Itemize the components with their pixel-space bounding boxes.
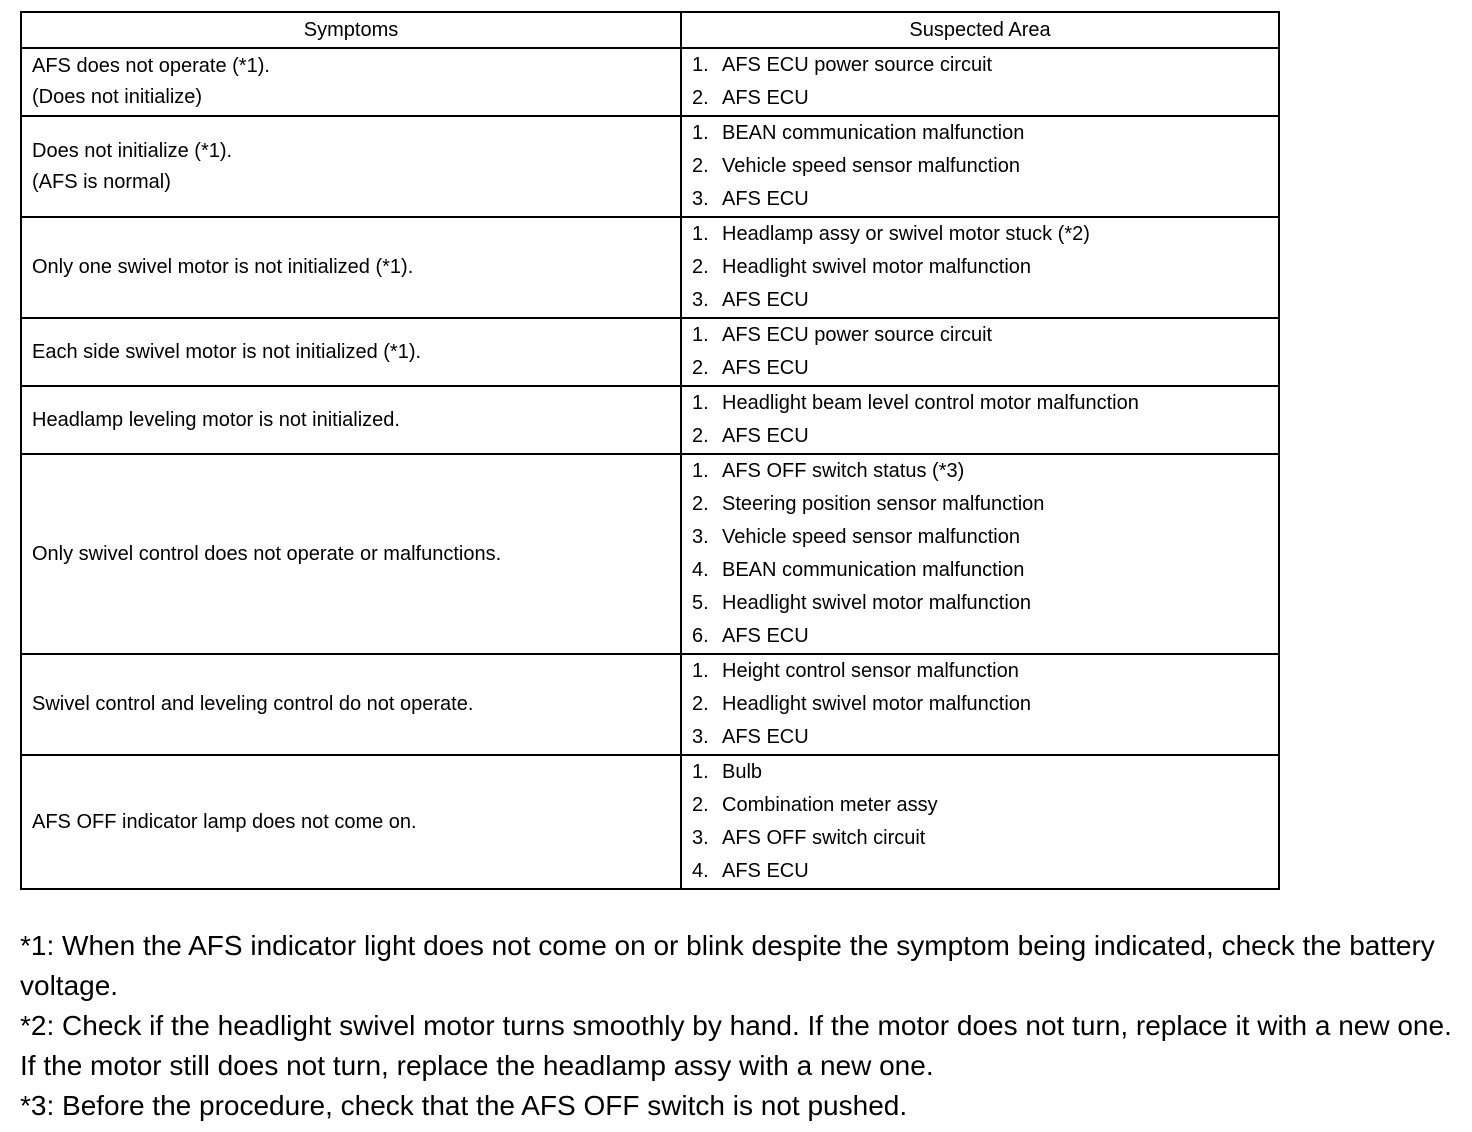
item-text: Bulb bbox=[722, 761, 763, 783]
symptom-text: AFS does not operate (*1). bbox=[32, 55, 270, 77]
table-row bbox=[21, 654, 1279, 755]
item-number: 2. bbox=[692, 256, 709, 278]
item-text: Headlight swivel motor malfunction bbox=[722, 256, 1032, 278]
item-text: Headlamp assy or swivel motor stuck (*2) bbox=[722, 223, 1090, 245]
item-text: AFS ECU bbox=[722, 188, 809, 210]
item-number: 2. bbox=[692, 693, 709, 715]
symptom-text: Only one swivel motor is not initialized (*1). bbox=[32, 256, 414, 278]
item-number: 2. bbox=[692, 425, 709, 447]
suspected-area-item bbox=[692, 218, 1268, 251]
suspected-area-item bbox=[692, 521, 1268, 554]
item-number: 1. bbox=[692, 460, 709, 482]
item-number: 1. bbox=[692, 122, 709, 144]
symptom-cell bbox=[21, 116, 681, 217]
footnote-2: *2: Check if the headlight swivel motor turns smoothly by hand. If the motor does not turn, replace it with a new one. If the motor still does not turn, replace the headlamp assy with a new one. bbox=[20, 1010, 1452, 1081]
suspected-area-item bbox=[692, 789, 1268, 822]
item-text: AFS ECU bbox=[722, 87, 809, 109]
suspected-area-item bbox=[692, 420, 1268, 453]
suspected-area-item bbox=[692, 284, 1268, 317]
item-text: AFS ECU bbox=[722, 726, 809, 748]
suspected-area-item bbox=[692, 756, 1268, 789]
table-body bbox=[21, 48, 1279, 889]
suspected-area-item bbox=[692, 183, 1268, 216]
item-text: BEAN communication malfunction bbox=[722, 122, 1025, 144]
item-text: AFS ECU bbox=[722, 625, 809, 647]
suspected-area-item bbox=[692, 150, 1268, 183]
item-text: AFS OFF switch circuit bbox=[722, 827, 926, 849]
suspected-area-cell bbox=[681, 755, 1279, 889]
suspected-area-list bbox=[692, 49, 1268, 115]
suspected-area-item bbox=[692, 117, 1268, 150]
footnotes bbox=[20, 926, 1460, 1126]
item-number: 2. bbox=[692, 794, 709, 816]
suspected-area-item bbox=[692, 620, 1268, 653]
symptom-text: Headlamp leveling motor is not initialized. bbox=[32, 408, 400, 431]
item-text: Combination meter assy bbox=[722, 794, 938, 816]
item-text: Headlight beam level control motor malfunction bbox=[722, 392, 1139, 414]
symptom-cell bbox=[21, 386, 681, 454]
table-row bbox=[21, 116, 1279, 217]
symptom-text: Does not initialize (*1). bbox=[32, 139, 233, 162]
item-number: 1. bbox=[692, 324, 709, 346]
symptom-text: (AFS is normal) bbox=[32, 170, 171, 193]
suspected-area-cell bbox=[681, 48, 1279, 116]
suspected-area-cell bbox=[681, 654, 1279, 755]
item-text: AFS ECU power source circuit bbox=[722, 324, 993, 346]
table-row bbox=[21, 755, 1279, 889]
item-number: 3. bbox=[692, 526, 709, 548]
item-text: BEAN communication malfunction bbox=[722, 559, 1025, 581]
suspected-area-list bbox=[692, 218, 1268, 317]
item-text: Vehicle speed sensor malfunction bbox=[722, 155, 1020, 177]
symptom-cell bbox=[21, 454, 681, 654]
table-row bbox=[21, 217, 1279, 318]
item-text: AFS ECU bbox=[722, 357, 809, 379]
suspected-area-cell bbox=[681, 318, 1279, 386]
symptom-cell bbox=[21, 318, 681, 386]
suspected-area-item bbox=[692, 822, 1268, 855]
suspected-area-item bbox=[692, 721, 1268, 754]
item-text: Steering position sensor malfunction bbox=[722, 493, 1045, 515]
suspected-area-list bbox=[692, 117, 1268, 216]
suspected-area-cell bbox=[681, 454, 1279, 654]
item-number: 1. bbox=[692, 223, 709, 245]
item-number: 4. bbox=[692, 559, 709, 581]
symptom-text: Swivel control and leveling control do not operate. bbox=[32, 693, 474, 715]
suspected-area-list bbox=[692, 655, 1268, 754]
item-number: 1. bbox=[692, 392, 709, 414]
item-number: 3. bbox=[692, 289, 709, 311]
suspected-area-item bbox=[692, 554, 1268, 587]
suspected-area-item bbox=[692, 488, 1268, 521]
suspected-area-item bbox=[692, 655, 1268, 688]
symptom-text: (Does not initialize) bbox=[32, 86, 203, 108]
item-number: 1. bbox=[692, 660, 709, 682]
suspected-area-cell bbox=[681, 217, 1279, 318]
item-text: AFS ECU bbox=[722, 289, 809, 311]
item-text: AFS ECU bbox=[722, 425, 809, 447]
table-row bbox=[21, 48, 1279, 116]
suspected-area-item bbox=[692, 251, 1268, 284]
troubleshooting-table bbox=[20, 11, 1280, 890]
item-number: 6. bbox=[692, 625, 709, 647]
symptom-cell bbox=[21, 654, 681, 755]
symptom-cell bbox=[21, 755, 681, 889]
suspected-area-item bbox=[692, 455, 1268, 488]
item-number: 2. bbox=[692, 493, 709, 515]
symptom-text: AFS OFF indicator lamp does not come on. bbox=[32, 810, 417, 833]
suspected-area-cell bbox=[681, 116, 1279, 217]
suspected-area-item bbox=[692, 319, 1268, 352]
suspected-area-item bbox=[692, 352, 1268, 385]
item-number: 3. bbox=[692, 188, 709, 210]
item-text: AFS ECU power source circuit bbox=[722, 54, 993, 76]
item-number: 2. bbox=[692, 87, 709, 109]
suspected-area-item bbox=[692, 49, 1268, 82]
item-text: Height control sensor malfunction bbox=[722, 660, 1019, 682]
item-text: AFS ECU bbox=[722, 860, 809, 882]
header-symptoms: Symptoms bbox=[21, 12, 681, 48]
suspected-area-item bbox=[692, 82, 1268, 115]
table-row bbox=[21, 318, 1279, 386]
item-number: 5. bbox=[692, 592, 709, 614]
symptom-text: Each side swivel motor is not initialized (*1). bbox=[32, 340, 422, 363]
suspected-area-cell bbox=[681, 386, 1279, 454]
table-row bbox=[21, 386, 1279, 454]
item-text: Headlight swivel motor malfunction bbox=[722, 693, 1032, 715]
item-number: 2. bbox=[692, 155, 709, 177]
suspected-area-item bbox=[692, 855, 1268, 888]
item-number: 4. bbox=[692, 860, 709, 882]
suspected-area-list bbox=[692, 756, 1268, 888]
suspected-area-item bbox=[692, 587, 1268, 620]
suspected-area-list bbox=[692, 455, 1268, 653]
item-text: Vehicle speed sensor malfunction bbox=[722, 526, 1020, 548]
item-number: 1. bbox=[692, 54, 709, 76]
item-number: 2. bbox=[692, 357, 709, 379]
header-suspected-area: Suspected Area bbox=[681, 12, 1279, 48]
symptom-text: Only swivel control does not operate or malfunctions. bbox=[32, 542, 502, 565]
suspected-area-list bbox=[692, 319, 1268, 385]
suspected-area-item bbox=[692, 688, 1268, 721]
item-number: 3. bbox=[692, 726, 709, 748]
suspected-area-item bbox=[692, 387, 1268, 420]
item-number: 1. bbox=[692, 761, 709, 783]
item-text: AFS OFF switch status (*3) bbox=[722, 460, 965, 482]
symptom-cell bbox=[21, 48, 681, 116]
footnote-1: *1: When the AFS indicator light does not come on or blink despite the symptom being indicated, check the battery voltage. bbox=[20, 930, 1435, 1001]
table-row bbox=[21, 454, 1279, 654]
symptom-cell bbox=[21, 217, 681, 318]
footnote-3: *3: Before the procedure, check that the AFS OFF switch is not pushed. bbox=[20, 1090, 908, 1121]
item-text: Headlight swivel motor malfunction bbox=[722, 592, 1032, 614]
table-header-row bbox=[21, 12, 1279, 48]
suspected-area-list bbox=[692, 387, 1268, 453]
item-number: 3. bbox=[692, 827, 709, 849]
